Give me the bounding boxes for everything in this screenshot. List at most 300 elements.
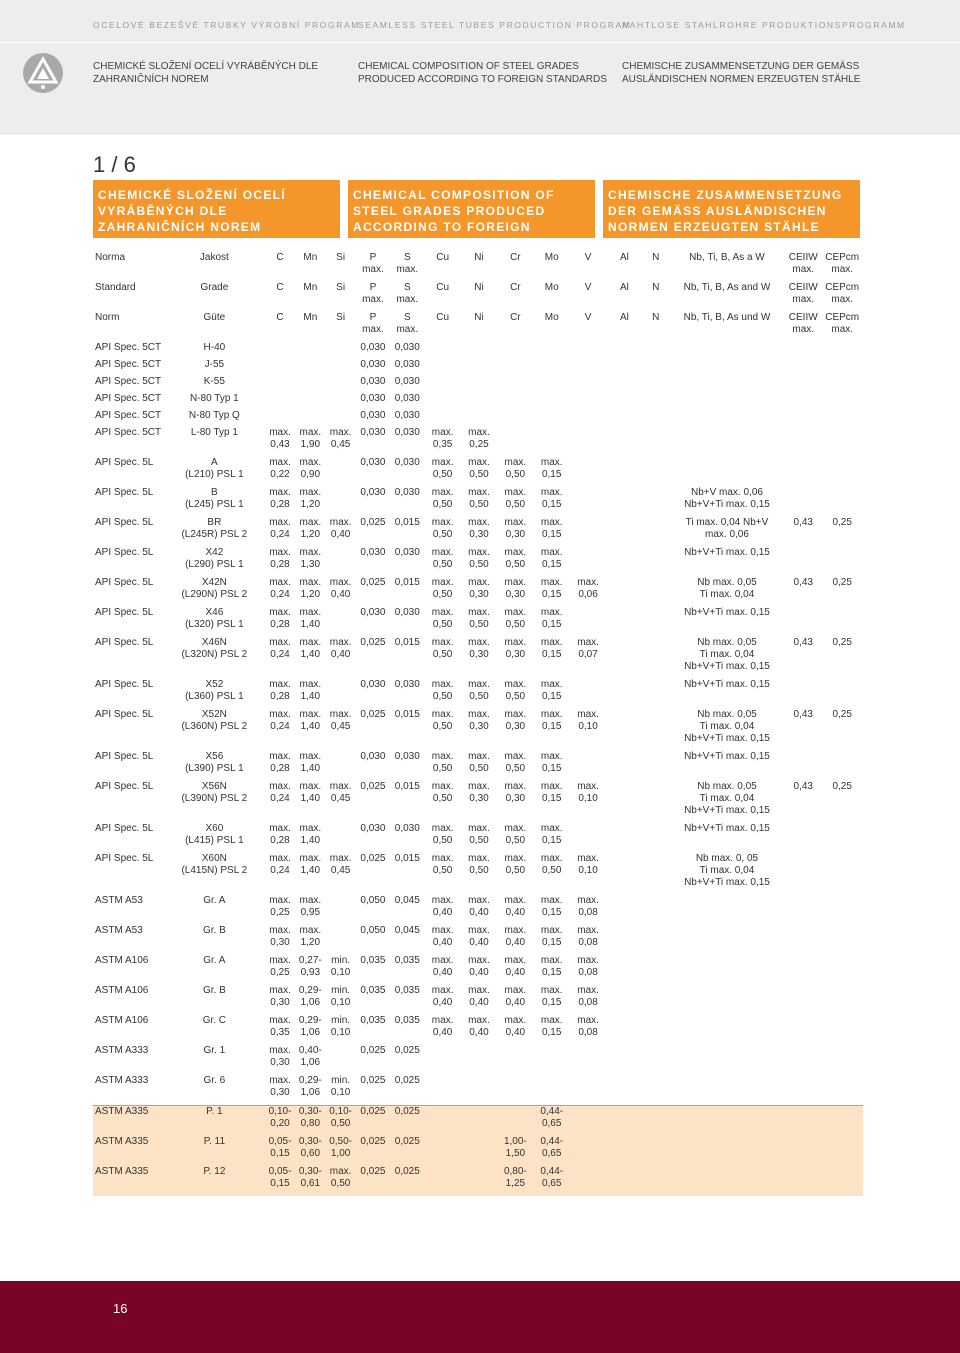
cell-c: C — [276, 282, 284, 293]
cell-grade: X60 (L415) PSL 1 — [185, 823, 244, 846]
cell-mn: max. 1,40 — [299, 679, 322, 702]
cell-cr: max. 0,30 — [504, 577, 527, 600]
cell-ceiiw — [785, 679, 821, 709]
cell-nb-ti-b-as-w: Nb, Ti, B, As und W — [683, 312, 771, 323]
cell-c: max. 0,22 — [269, 457, 291, 480]
cell-c: max. 0,30 — [269, 1075, 291, 1098]
cell-v: V — [584, 252, 592, 263]
cell-ni — [461, 410, 497, 427]
cell-p: 0,035 — [360, 955, 386, 966]
cell-v: max. 0,06 — [577, 577, 599, 600]
cell-mo: 0,44- 0,65 — [534, 1106, 570, 1137]
cell-n — [643, 781, 669, 823]
cell-s: 0,030 — [394, 393, 420, 404]
cell-si — [325, 607, 355, 637]
cell-mo: max. 0,15 — [540, 925, 563, 948]
cell-ceiiw — [785, 393, 821, 410]
cell-cu: max. 0,50 — [431, 577, 454, 600]
cell-cepcm — [821, 751, 863, 781]
cell-cu — [424, 342, 460, 359]
cell-mo — [534, 427, 570, 457]
header-caption-cz: OCELOVÉ BEZEŠVÉ TRUBKY VÝROBNÍ PROGRAM — [93, 20, 360, 30]
cell-si — [325, 679, 355, 709]
cell-grade: H-40 — [203, 342, 226, 353]
cell-s: 0,015 — [394, 517, 420, 528]
cell-cr: max. 0,40 — [504, 985, 527, 1008]
cell-cr — [497, 427, 533, 457]
cell-si — [325, 895, 355, 925]
cell-grade: A (L210) PSL 1 — [185, 457, 244, 480]
cell-si — [325, 823, 355, 853]
cell-c: max. 0,24 — [269, 781, 291, 804]
cell-cr: max. 0,30 — [504, 637, 527, 660]
cell-c: max. 0,30 — [269, 925, 291, 948]
cell-s: 0,025 — [394, 1045, 420, 1056]
cell-ni: max. 0,40 — [468, 985, 490, 1008]
cell-cu — [424, 410, 460, 427]
cell-mo — [534, 1045, 570, 1075]
cell-nb-ti-b-as-w: Nb+V+Ti max. 0,15 — [684, 607, 770, 618]
cell-cu: max. 0,50 — [431, 607, 454, 630]
cell-standard: API Spec. 5CT — [95, 359, 162, 370]
cell-ni — [461, 359, 497, 376]
cell-grade: Jakost — [199, 252, 229, 263]
cell-mo: max. 0,15 — [540, 709, 563, 732]
cell-p: 0,030 — [360, 547, 386, 558]
cell-p: 0,030 — [360, 376, 386, 387]
cell-nb-ti-b-as-w — [669, 895, 785, 925]
cell-cr — [497, 410, 533, 427]
cell-grade: X46 (L320) PSL 1 — [185, 607, 244, 630]
header-subtitle-en: CHEMICAL COMPOSITION OF STEEL GRADES PRODUCED ACCORDING TO FOREIGN STANDARDS — [358, 61, 607, 85]
cell-s: 0,045 — [394, 895, 420, 906]
cell-mn: max. 1,40 — [299, 637, 322, 660]
cell-cu: max. 0,50 — [431, 853, 454, 876]
cell-mo — [534, 359, 570, 376]
company-logo-icon — [22, 52, 64, 94]
cell-s: 0,030 — [394, 457, 420, 468]
cell-p: 0,030 — [360, 410, 386, 421]
table-row — [93, 1106, 863, 1137]
cell-standard: Norma — [95, 252, 126, 263]
cell-standard: Norm — [95, 312, 120, 323]
cell-ni: max. 0,50 — [468, 457, 490, 480]
cell-si: 0,10- 0,50 — [325, 1106, 355, 1137]
cell-al — [606, 955, 642, 985]
page-header — [0, 0, 960, 135]
cell-mn: max. 1,20 — [299, 487, 322, 510]
cell-cr — [497, 1045, 533, 1075]
cell-p: 0,025 — [360, 637, 386, 648]
cell-s: 0,015 — [394, 709, 420, 720]
cell-al — [606, 376, 642, 393]
cell-ceiiw: CEIIW max. — [788, 282, 818, 305]
cell-cr: max. 0,40 — [504, 1015, 527, 1038]
cell-p: 0,025 — [360, 709, 386, 720]
cell-grade: B (L245) PSL 1 — [185, 487, 244, 510]
cell-v: V — [584, 312, 592, 323]
cell-n — [643, 547, 669, 577]
cell-grade: X52N (L360N) PSL 2 — [181, 709, 248, 732]
cell-n — [643, 376, 669, 393]
cell-ceiiw — [785, 925, 821, 955]
cell-n: N — [652, 282, 660, 293]
cell-s: 0,015 — [394, 637, 420, 648]
cell-grade: X52 (L360) PSL 1 — [185, 679, 244, 702]
cell-mo: Mo — [544, 252, 559, 263]
cell-cepcm — [821, 823, 863, 853]
cell-si: max. 0,45 — [329, 709, 352, 732]
cell-p: 0,025 — [356, 1136, 390, 1166]
cell-cr: max. 0,30 — [504, 709, 527, 732]
cell-cr: max. 0,30 — [504, 781, 527, 804]
cell-si: max. 0,45 — [329, 427, 352, 450]
cell-cu: max. 0,50 — [431, 637, 454, 660]
cell-mo: max. 0,15 — [540, 823, 563, 846]
cell-n — [643, 1166, 669, 1196]
header-row — [93, 252, 863, 282]
cell-ceiiw — [785, 376, 821, 393]
cell-s: 0,030 — [394, 607, 420, 618]
cell-ceiiw — [785, 1015, 821, 1045]
cell-cr: Cr — [510, 282, 521, 293]
cell-mn: max. 1,40 — [299, 751, 322, 774]
table-row — [93, 427, 863, 457]
cell-v: max. 0,08 — [577, 955, 599, 978]
cell-ceiiw — [785, 410, 821, 427]
cell-nb-ti-b-as-w: Nb+V max. 0,06 Nb+V+Ti max. 0,15 — [684, 487, 770, 510]
cell-mn: max. 1,20 — [299, 925, 322, 948]
cell-mo: max. 0,15 — [540, 517, 563, 540]
cell-cr — [497, 1106, 533, 1137]
cell-p: P max. — [362, 312, 384, 335]
cell-grade: Grade — [200, 282, 229, 293]
cell-mn — [295, 359, 325, 376]
cell-si: min. 0,10 — [330, 955, 351, 978]
cell-v — [570, 487, 606, 517]
cell-cepcm — [821, 376, 863, 393]
cell-v — [570, 1166, 606, 1196]
cell-c: 0,05- 0,15 — [265, 1136, 295, 1166]
cell-cr: max. 0,50 — [504, 457, 527, 480]
cell-cr: max. 0,30 — [504, 517, 527, 540]
cell-nb-ti-b-as-w — [669, 427, 785, 457]
cell-s: 0,035 — [394, 985, 420, 996]
cell-p: 0,030 — [360, 427, 386, 438]
cell-ceiiw — [785, 895, 821, 925]
cell-ceiiw — [785, 457, 821, 487]
cell-cepcm — [821, 457, 863, 487]
cell-cepcm — [821, 607, 863, 637]
cell-si: min. 0,10 — [330, 1075, 351, 1098]
cell-s: 0,035 — [394, 1015, 420, 1026]
cell-mo: max. 0,15 — [540, 607, 563, 630]
cell-ceiiw — [785, 955, 821, 985]
cell-nb-ti-b-as-w — [669, 925, 785, 955]
cell-mn: max. 1,40 — [299, 607, 322, 630]
cell-s: 0,030 — [394, 487, 420, 498]
cell-cepcm — [821, 1015, 863, 1045]
cell-mn: max. 1,20 — [299, 517, 322, 540]
cell-mo: max. 0,15 — [540, 781, 563, 804]
cell-cr — [497, 342, 533, 359]
cell-standard: ASTM A335 — [93, 1106, 164, 1137]
cell-c — [265, 376, 295, 393]
cell-si — [325, 925, 355, 955]
cell-cepcm — [821, 853, 863, 895]
cell-p: P max. — [362, 282, 384, 305]
cell-al — [606, 547, 642, 577]
cell-al — [606, 427, 642, 457]
cell-standard: API Spec. 5CT — [95, 427, 162, 438]
cell-v: max. 0,08 — [577, 985, 599, 1008]
cell-mn: max. 0,95 — [299, 895, 322, 918]
cell-grade: K-55 — [203, 376, 225, 387]
cell-cu: max. 0,40 — [431, 1015, 454, 1038]
cell-cu: max. 0,50 — [431, 781, 454, 804]
cell-mn: 0,29- 1,06 — [298, 985, 322, 1008]
cell-cu: max. 0,50 — [431, 547, 454, 570]
page-footer — [0, 1281, 960, 1353]
cell-v — [570, 393, 606, 410]
cell-si: Si — [336, 312, 346, 323]
cell-v — [570, 1075, 606, 1106]
cell-ceiiw: 0,43 — [793, 637, 813, 648]
cell-n — [643, 457, 669, 487]
cell-ni: Ni — [474, 312, 484, 323]
cell-standard: ASTM A106 — [95, 955, 149, 966]
cell-mo: max. 0,15 — [540, 637, 563, 660]
cell-cr: max. 0,50 — [504, 547, 527, 570]
cell-al — [606, 985, 642, 1015]
cell-ceiiw — [785, 487, 821, 517]
table-row — [93, 895, 863, 925]
cell-ceiiw — [785, 751, 821, 781]
cell-ni: max. 0,30 — [468, 577, 490, 600]
table-row — [93, 781, 863, 823]
cell-si: max. 0,45 — [329, 781, 352, 804]
cell-n — [643, 393, 669, 410]
cell-grade: Gr. B — [202, 925, 226, 936]
cell-grade: P. 11 — [164, 1136, 265, 1166]
table-row — [93, 517, 863, 547]
cell-n — [643, 607, 669, 637]
cell-c: max. 0,28 — [269, 607, 291, 630]
cell-cr: max. 0,50 — [504, 853, 527, 876]
cell-al — [606, 853, 642, 895]
cell-ni — [461, 1166, 497, 1196]
cell-s: 0,030 — [394, 823, 420, 834]
cell-si: Si — [336, 282, 346, 293]
cell-nb-ti-b-as-w: Nb max. 0, 05 Ti max. 0,04 Nb+V+Ti max. 0,15 — [684, 853, 770, 888]
cell-al: Al — [619, 312, 629, 323]
table-row — [93, 457, 863, 487]
cell-s: 0,015 — [394, 577, 420, 588]
cell-grade: N-80 Typ 1 — [190, 393, 239, 404]
header-subtitle-de: CHEMISCHE ZUSAMMENSETZUNG DER GEMÄSS AUSLÄNDISCHEN NORMEN ERZEUGTEN STÄHLE — [622, 61, 861, 85]
cell-c: max. 0,43 — [269, 427, 291, 450]
cell-standard: ASTM A333 — [95, 1075, 149, 1086]
cell-mo: 0,44- 0,65 — [534, 1136, 570, 1166]
cell-nb-ti-b-as-w — [669, 1015, 785, 1045]
cell-s: 0,025 — [390, 1106, 424, 1137]
cell-p: 0,025 — [356, 1166, 390, 1196]
cell-ni: Ni — [474, 282, 484, 293]
cell-n: N — [652, 252, 660, 263]
cell-nb-ti-b-as-w: Nb+V+Ti max. 0,15 — [684, 751, 770, 762]
table-row — [93, 679, 863, 709]
cell-nb-ti-b-as-w: Nb, Ti, B, As a W — [689, 252, 765, 263]
cell-grade: Gr. 1 — [203, 1045, 226, 1056]
cell-mo: max. 0,15 — [540, 457, 563, 480]
cell-mo: 0,44- 0,65 — [534, 1166, 570, 1196]
cell-cepcm — [821, 1136, 863, 1166]
header-divider — [0, 42, 960, 43]
cell-cu — [424, 1106, 460, 1137]
cell-si: max. 0,40 — [329, 517, 352, 540]
cell-s: 0,025 — [390, 1136, 424, 1166]
cell-p: 0,030 — [360, 487, 386, 498]
cell-standard: API Spec. 5L — [95, 823, 154, 834]
cell-ni — [461, 376, 497, 393]
cell-cepcm: 0,25 — [832, 709, 852, 720]
cell-p: 0,025 — [360, 1075, 386, 1086]
table-row — [93, 376, 863, 393]
cell-ceiiw: 0,43 — [793, 517, 813, 528]
section-title-en: CHEMICAL COMPOSITION OF STEEL GRADES PRODUCED ACCORDING TO FOREIGN STANDARDS — [348, 180, 595, 238]
cell-c: max. 0,24 — [269, 709, 291, 732]
table-row — [93, 955, 863, 985]
cell-standard: API Spec. 5L — [95, 751, 154, 762]
cell-mo: max. 0,15 — [540, 985, 563, 1008]
cell-grade: Gr. C — [202, 1015, 227, 1026]
cell-ceiiw — [785, 1045, 821, 1075]
header-row — [93, 312, 863, 342]
cell-v — [570, 1045, 606, 1075]
cell-cu — [424, 1075, 460, 1106]
cell-n — [643, 577, 669, 607]
cell-v: V — [584, 282, 592, 293]
cell-v — [570, 607, 606, 637]
cell-standard: ASTM A335 — [93, 1136, 164, 1166]
cell-cr: max. 0,50 — [504, 823, 527, 846]
cell-si: Si — [336, 252, 346, 263]
cell-mo: max. 0,15 — [540, 547, 563, 570]
table-row — [93, 577, 863, 607]
cell-v: max. 0,10 — [577, 853, 599, 876]
cell-mn: max. 1,30 — [299, 547, 322, 570]
cell-cu: Cu — [436, 282, 450, 293]
header-row — [93, 282, 863, 312]
cell-p: 0,050 — [360, 895, 386, 906]
cell-p: 0,030 — [360, 359, 386, 370]
cell-mo: max. 0,15 — [540, 1015, 563, 1038]
cell-c: max. 0,28 — [269, 823, 291, 846]
cell-ceiiw — [785, 607, 821, 637]
cell-n — [643, 1075, 669, 1106]
table-row — [93, 393, 863, 410]
cell-ceiiw: 0,43 — [793, 577, 813, 588]
cell-cepcm — [821, 985, 863, 1015]
cell-cu — [424, 1045, 460, 1075]
cell-c: 0,05- 0,15 — [265, 1166, 295, 1196]
cell-s: 0,030 — [394, 679, 420, 690]
cell-mn: 0,27- 0,93 — [298, 955, 322, 978]
cell-ni: max. 0,30 — [468, 709, 490, 732]
cell-p: 0,035 — [360, 1015, 386, 1026]
cell-cr — [497, 376, 533, 393]
cell-grade: X56 (L390) PSL 1 — [185, 751, 244, 774]
cell-nb-ti-b-as-w: Nb+V+Ti max. 0,15 — [684, 679, 770, 690]
cell-nb-ti-b-as-w: Nb+V+Ti max. 0,15 — [684, 823, 770, 834]
cell-si — [325, 487, 355, 517]
cell-nb-ti-b-as-w — [669, 955, 785, 985]
cell-mo — [534, 342, 570, 359]
cell-cr: 1,00- 1,50 — [497, 1136, 533, 1166]
cell-nb-ti-b-as-w: Ti max. 0,04 Nb+V max. 0,06 — [685, 517, 769, 540]
cell-nb-ti-b-as-w — [669, 342, 785, 359]
cell-ni: max. 0,50 — [468, 547, 490, 570]
cell-standard: API Spec. 5L — [95, 781, 154, 792]
cell-ceiiw: CEIIW max. — [788, 252, 818, 275]
cell-c — [265, 410, 295, 427]
cell-c — [265, 393, 295, 410]
cell-ni: max. 0,50 — [468, 823, 490, 846]
cell-standard: API Spec. 5CT — [95, 376, 162, 387]
table-row — [93, 1166, 863, 1196]
cell-ceiiw — [785, 823, 821, 853]
cell-nb-ti-b-as-w — [669, 410, 785, 427]
cell-ni — [461, 1136, 497, 1166]
table-row — [93, 342, 863, 359]
cell-n — [643, 487, 669, 517]
header-subtitle-cz: CHEMICKÉ SLOŽENÍ OCELÍ VYRÁBĚNÝCH DLE ZAHRANIČNÍCH NOREM — [93, 61, 319, 85]
cell-mn: Mn — [303, 312, 318, 323]
cell-mn: max. 1,40 — [299, 781, 322, 804]
cell-s: S max. — [396, 312, 419, 335]
cell-c: max. 0,24 — [269, 517, 291, 540]
cell-v: max. 0,10 — [577, 781, 599, 804]
cell-ni: max. 0,25 — [468, 427, 490, 450]
cell-ni: max. 0,30 — [468, 781, 490, 804]
cell-ceiiw — [785, 359, 821, 376]
cell-p: 0,025 — [360, 781, 386, 792]
cell-ni: max. 0,50 — [468, 607, 490, 630]
cell-si — [325, 457, 355, 487]
cell-mn: max. 1,40 — [299, 709, 322, 732]
cell-ni: max. 0,50 — [468, 487, 490, 510]
cell-cu — [424, 1136, 460, 1166]
cell-grade: P. 1 — [164, 1106, 265, 1137]
cell-n — [643, 1045, 669, 1075]
cell-n — [643, 410, 669, 427]
cell-standard: ASTM A333 — [95, 1045, 149, 1056]
cell-ni: max. 0,50 — [468, 679, 490, 702]
cell-nb-ti-b-as-w: Nb max. 0,05 Ti max. 0,04 — [697, 577, 757, 600]
cell-c: max. 0,28 — [269, 487, 291, 510]
cell-v — [570, 823, 606, 853]
cell-cepcm: 0,25 — [832, 577, 852, 588]
cell-p: 0,035 — [360, 985, 386, 996]
cell-cr: max. 0,40 — [504, 955, 527, 978]
cell-mn — [295, 342, 325, 359]
cell-n — [643, 955, 669, 985]
cell-mo: max. 0,15 — [540, 895, 563, 918]
cell-p: 0,025 — [360, 1045, 386, 1056]
cell-ceiiw — [785, 853, 821, 895]
cell-ni: max. 0,40 — [468, 955, 490, 978]
cell-al — [606, 607, 642, 637]
